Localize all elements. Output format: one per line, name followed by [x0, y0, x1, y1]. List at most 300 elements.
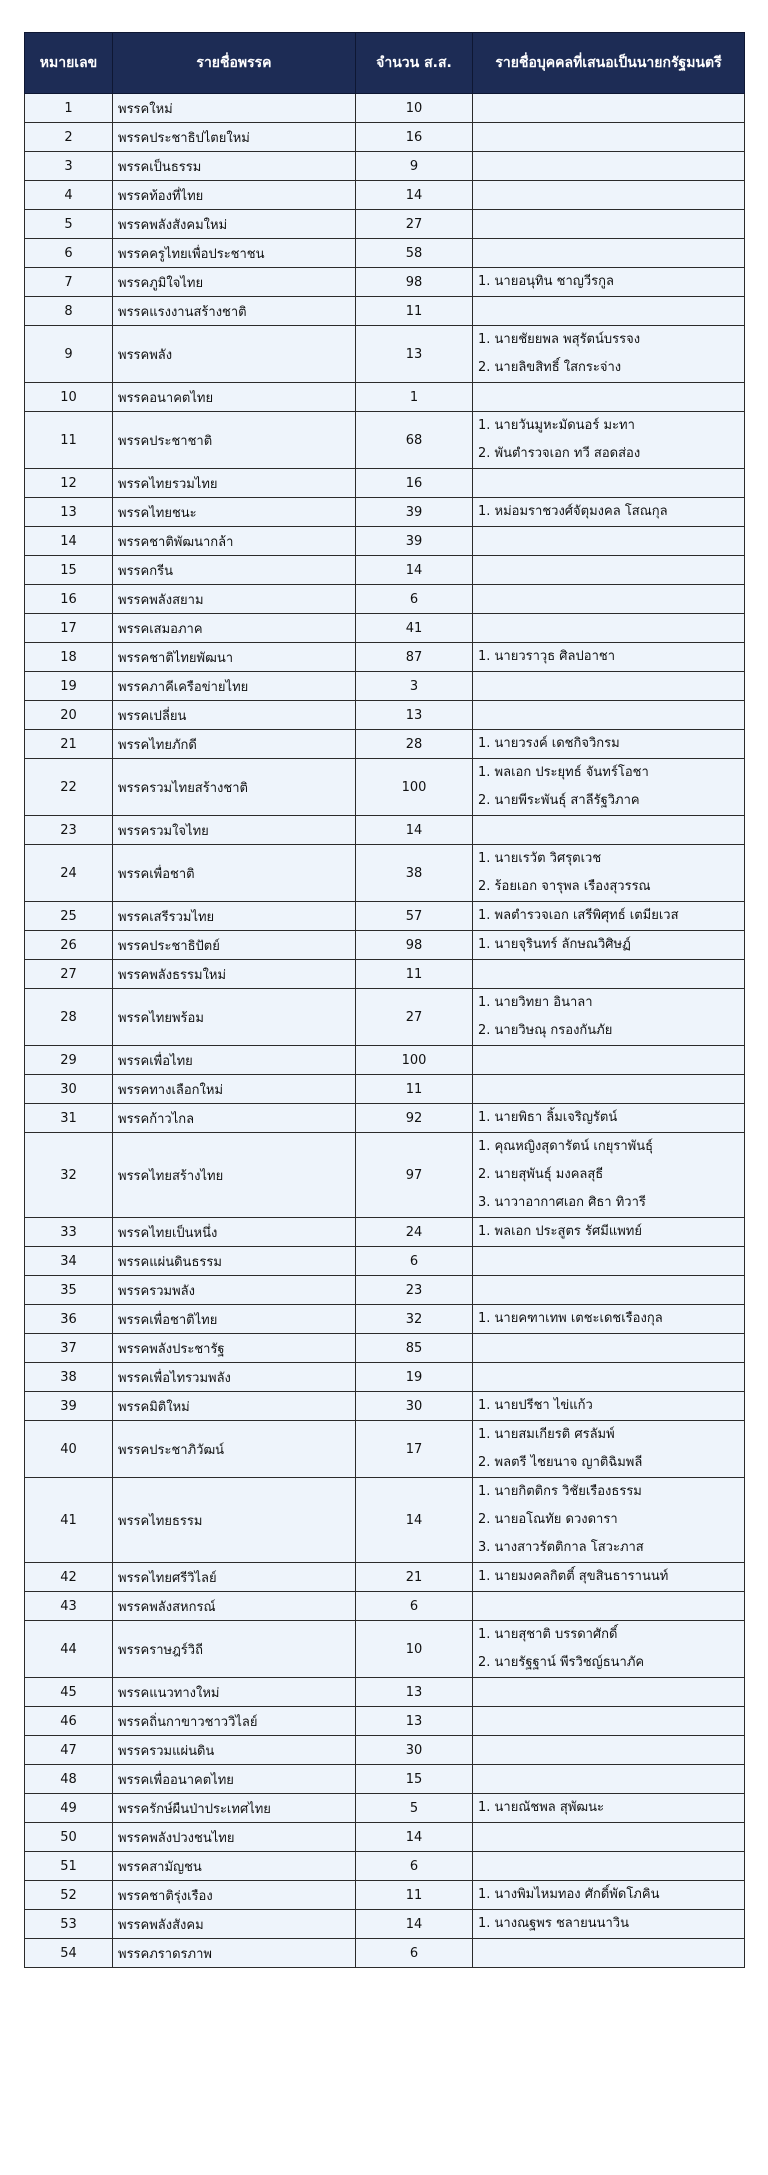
nominee-name: 1. นางพิมไหมทอง ศักดิ์พัดโภคิน	[478, 1887, 660, 1902]
table-row	[25, 1707, 745, 1736]
party-number-cell: 22	[25, 759, 113, 816]
party-name-cell: พรรครักษ์ผืนป่าประเทศไทย	[113, 1794, 356, 1823]
table-row	[25, 1910, 745, 1939]
mp-count-cell: 58	[356, 239, 473, 268]
pm-nominees-cell	[473, 1392, 745, 1421]
table-row	[25, 1075, 745, 1104]
mp-count-cell: 14	[356, 556, 473, 585]
table-row	[25, 902, 745, 931]
party-number-cell: 19	[25, 672, 113, 701]
party-name-cell: พรรคชาติพัฒนากล้า	[113, 527, 356, 556]
party-number-cell: 25	[25, 902, 113, 931]
mp-count-cell: 27	[356, 989, 473, 1046]
pm-nominees-cell	[473, 1765, 745, 1794]
party-name-cell: พรรคภราดรภาพ	[113, 1939, 356, 1968]
table-row	[25, 1765, 745, 1794]
party-name-cell: พรรคภาคีเครือข่ายไทย	[113, 672, 356, 701]
nominee-name: 1. พลตำรวจเอก เสรีพิศุทธ์ เตมียเวส	[478, 908, 679, 923]
party-name-cell: พรรคเป็นธรรม	[113, 152, 356, 181]
table-row	[25, 1881, 745, 1910]
party-name-cell: พรรคภูมิใจไทย	[113, 268, 356, 297]
table-row	[25, 239, 745, 268]
party-name-cell: พรรคมิติใหม่	[113, 1392, 356, 1421]
mp-count-cell: 11	[356, 1881, 473, 1910]
table-row	[25, 845, 745, 902]
pm-nominees-cell	[473, 1678, 745, 1707]
nominee-name: 1. นายวิทยา อินาลา	[478, 995, 593, 1010]
mp-count-cell: 100	[356, 1046, 473, 1075]
pm-nominees-cell	[473, 123, 745, 152]
party-name-cell: พรรคเพื่ออนาคตไทย	[113, 1765, 356, 1794]
mp-count-cell: 14	[356, 181, 473, 210]
pm-nominees-cell	[473, 1305, 745, 1334]
table-row	[25, 181, 745, 210]
mp-count-cell: 16	[356, 469, 473, 498]
party-number-cell: 47	[25, 1736, 113, 1765]
header-party-name: รายชื่อพรรค	[113, 33, 356, 94]
party-number-cell: 18	[25, 643, 113, 672]
pm-nominees-cell	[473, 1910, 745, 1939]
pm-nominees-cell	[473, 527, 745, 556]
party-number-cell: 29	[25, 1046, 113, 1075]
nominee-name: 1. นายจุรินทร์ ลักษณวิศิษฏ์	[478, 937, 631, 952]
mp-count-cell: 28	[356, 730, 473, 759]
table-row	[25, 1392, 745, 1421]
pm-nominees-cell	[473, 1247, 745, 1276]
mp-count-cell: 14	[356, 1823, 473, 1852]
mp-count-cell: 27	[356, 210, 473, 239]
pm-nominees-cell	[473, 210, 745, 239]
party-number-cell: 34	[25, 1247, 113, 1276]
mp-count-cell: 98	[356, 268, 473, 297]
pm-nominees-cell	[473, 94, 745, 123]
nominee-name: 3. นาวาอากาศเอก ศิธา ทิวารี	[478, 1195, 646, 1210]
table-row	[25, 1104, 745, 1133]
party-number-cell: 32	[25, 1133, 113, 1218]
table-row	[25, 1621, 745, 1678]
pm-nominees-cell	[473, 1478, 745, 1563]
mp-count-cell: 41	[356, 614, 473, 643]
party-name-cell: พรรคเพื่อชาติไทย	[113, 1305, 356, 1334]
pm-nominees-cell	[473, 585, 745, 614]
mp-count-cell: 6	[356, 1247, 473, 1276]
mp-count-cell: 24	[356, 1218, 473, 1247]
pm-nominees-cell	[473, 383, 745, 412]
party-name-cell: พรรคแผ่นดินธรรม	[113, 1247, 356, 1276]
party-number-cell: 40	[25, 1421, 113, 1478]
mp-count-cell: 6	[356, 585, 473, 614]
party-name-cell: พรรคไทยสร้างไทย	[113, 1133, 356, 1218]
table-row	[25, 989, 745, 1046]
mp-count-cell: 14	[356, 816, 473, 845]
mp-count-cell: 10	[356, 94, 473, 123]
pm-nominees-cell	[473, 469, 745, 498]
party-name-cell: พรรคพลังสังคมใหม่	[113, 210, 356, 239]
party-number-cell: 21	[25, 730, 113, 759]
table-row	[25, 1247, 745, 1276]
party-name-cell: พรรคก้าวไกล	[113, 1104, 356, 1133]
table-row	[25, 1736, 745, 1765]
table-row	[25, 297, 745, 326]
table-row	[25, 469, 745, 498]
nominee-name: 1. นายพิธา ลิ้มเจริญรัตน์	[478, 1110, 618, 1125]
table-row	[25, 1421, 745, 1478]
party-name-cell: พรรคพลังสหกรณ์	[113, 1592, 356, 1621]
pm-nominees-cell	[473, 1881, 745, 1910]
mp-count-cell: 11	[356, 960, 473, 989]
pm-nominees-cell	[473, 1218, 745, 1247]
pm-nominees-cell	[473, 1939, 745, 1968]
party-name-cell: พรรคเสมอภาค	[113, 614, 356, 643]
mp-count-cell: 15	[356, 1765, 473, 1794]
party-number-cell: 27	[25, 960, 113, 989]
pm-nominees-cell	[473, 643, 745, 672]
pm-nominees-cell	[473, 989, 745, 1046]
pm-nominees-cell	[473, 1852, 745, 1881]
nominee-name: 1. นายสุชาติ บรรดาศักดิ์	[478, 1627, 618, 1642]
table-row	[25, 1592, 745, 1621]
pm-nominees-cell	[473, 701, 745, 730]
party-name-cell: พรรคไทยชนะ	[113, 498, 356, 527]
party-name-cell: พรรคสามัญชน	[113, 1852, 356, 1881]
party-name-cell: พรรคใหม่	[113, 94, 356, 123]
party-name-cell: พรรคพลังประชารัฐ	[113, 1334, 356, 1363]
table-row	[25, 730, 745, 759]
party-name-cell: พรรคไทยเป็นหนึ่ง	[113, 1218, 356, 1247]
table-row	[25, 614, 745, 643]
nominee-name: 1. นายมงคลกิตติ์ สุขสินธารานนท์	[478, 1569, 669, 1584]
party-nominee-table	[24, 32, 745, 1968]
table-row	[25, 123, 745, 152]
nominee-name: 2. นายพีระพันธุ์ สาลีรัฐวิภาค	[478, 793, 640, 808]
party-number-cell: 54	[25, 1939, 113, 1968]
party-name-cell: พรรครวมไทยสร้างชาติ	[113, 759, 356, 816]
nominee-name: 1. นายวรงค์ เดชกิจวิกรม	[478, 736, 620, 751]
party-name-cell: พรรคท้องที่ไทย	[113, 181, 356, 210]
mp-count-cell: 13	[356, 326, 473, 383]
party-number-cell: 52	[25, 1881, 113, 1910]
party-name-cell: พรรคประชาภิวัฒน์	[113, 1421, 356, 1478]
mp-count-cell: 68	[356, 412, 473, 469]
party-number-cell: 48	[25, 1765, 113, 1794]
nominee-name: 1. นายอนุทิน ชาญวีรกูล	[478, 274, 614, 289]
pm-nominees-cell	[473, 1592, 745, 1621]
mp-count-cell: 10	[356, 1621, 473, 1678]
nominee-name: 1. นายกิตติกร วิชัยเรืองธรรม	[478, 1484, 642, 1499]
party-name-cell: พรรคไทยพร้อม	[113, 989, 356, 1046]
pm-nominees-cell	[473, 960, 745, 989]
mp-count-cell: 38	[356, 845, 473, 902]
party-number-cell: 9	[25, 326, 113, 383]
mp-count-cell: 32	[356, 1305, 473, 1334]
party-name-cell: พรรคครูไทยเพื่อประชาชน	[113, 239, 356, 268]
table-row	[25, 383, 745, 412]
mp-count-cell: 5	[356, 1794, 473, 1823]
party-name-cell: พรรคชาติรุ่งเรือง	[113, 1881, 356, 1910]
nominee-name: 1. คุณหญิงสุดารัตน์ เกยุราพันธุ์	[478, 1139, 654, 1154]
mp-count-cell: 6	[356, 1592, 473, 1621]
header-mp-count: จำนวน ส.ส.	[356, 33, 473, 94]
party-name-cell: พรรคไทยธรรม	[113, 1478, 356, 1563]
table-row	[25, 816, 745, 845]
party-number-cell: 26	[25, 931, 113, 960]
table-body	[25, 94, 745, 1968]
nominee-name: 1. นายเรวัต วิศรุตเวช	[478, 851, 602, 866]
table-row	[25, 326, 745, 383]
table-row	[25, 1678, 745, 1707]
pm-nominees-cell	[473, 759, 745, 816]
mp-count-cell: 87	[356, 643, 473, 672]
pm-nominees-cell	[473, 498, 745, 527]
table-row	[25, 268, 745, 297]
party-number-cell: 24	[25, 845, 113, 902]
party-name-cell: พรรคเพื่อไทรวมพลัง	[113, 1363, 356, 1392]
party-name-cell: พรรคพลังปวงชนไทย	[113, 1823, 356, 1852]
party-number-cell: 3	[25, 152, 113, 181]
party-name-cell: พรรคแรงงานสร้างชาติ	[113, 297, 356, 326]
party-number-cell: 15	[25, 556, 113, 585]
party-name-cell: พรรคเพื่อชาติ	[113, 845, 356, 902]
party-number-cell: 37	[25, 1334, 113, 1363]
pm-nominees-cell	[473, 412, 745, 469]
table-row	[25, 1334, 745, 1363]
party-number-cell: 20	[25, 701, 113, 730]
mp-count-cell: 16	[356, 123, 473, 152]
table-row	[25, 556, 745, 585]
nominee-name: 1. พลเอก ประยุทธ์ จันทร์โอชา	[478, 765, 649, 780]
table-row	[25, 210, 745, 239]
party-number-cell: 1	[25, 94, 113, 123]
mp-count-cell: 13	[356, 1707, 473, 1736]
pm-nominees-cell	[473, 1421, 745, 1478]
table-row	[25, 1939, 745, 1968]
mp-count-cell: 98	[356, 931, 473, 960]
mp-count-cell: 30	[356, 1736, 473, 1765]
party-name-cell: พรรคชาติไทยพัฒนา	[113, 643, 356, 672]
nominee-name: 1. นายคฑาเทพ เตชะเดชเรืองกุล	[478, 1311, 663, 1326]
mp-count-cell: 21	[356, 1563, 473, 1592]
mp-count-cell: 39	[356, 527, 473, 556]
party-name-cell: พรรคพลังสังคม	[113, 1910, 356, 1939]
nominee-name: 1. นายชัยยพล พสุรัตน์บรรจง	[478, 332, 641, 347]
table-row	[25, 1563, 745, 1592]
party-number-cell: 35	[25, 1276, 113, 1305]
party-number-cell: 8	[25, 297, 113, 326]
pm-nominees-cell	[473, 297, 745, 326]
pm-nominees-cell	[473, 1104, 745, 1133]
mp-count-cell: 6	[356, 1852, 473, 1881]
table-row	[25, 1478, 745, 1563]
table-row	[25, 412, 745, 469]
party-name-cell: พรรครวมแผ่นดิน	[113, 1736, 356, 1765]
party-number-cell: 28	[25, 989, 113, 1046]
party-number-cell: 39	[25, 1392, 113, 1421]
table-row	[25, 527, 745, 556]
party-number-cell: 17	[25, 614, 113, 643]
table-row	[25, 643, 745, 672]
party-name-cell: พรรคราษฎร์วิถี	[113, 1621, 356, 1678]
table-row	[25, 94, 745, 123]
header-number: หมายเลข	[25, 33, 113, 94]
nominee-name: 2. นายรัฐฐาน์ พีรวิชญ์ธนาภัค	[478, 1655, 645, 1670]
party-name-cell: พรรคประชาชาติ	[113, 412, 356, 469]
mp-count-cell: 23	[356, 1276, 473, 1305]
table-row	[25, 1305, 745, 1334]
pm-nominees-cell	[473, 1276, 745, 1305]
pm-nominees-cell	[473, 672, 745, 701]
nominee-name: 1. พลเอก ประสูตร รัศมีแพทย์	[478, 1224, 642, 1239]
party-number-cell: 51	[25, 1852, 113, 1881]
mp-count-cell: 19	[356, 1363, 473, 1392]
table-header	[25, 33, 745, 94]
party-name-cell: พรรคแนวทางใหม่	[113, 1678, 356, 1707]
table-row	[25, 1218, 745, 1247]
party-number-cell: 12	[25, 469, 113, 498]
party-name-cell: พรรคเพื่อไทย	[113, 1046, 356, 1075]
party-name-cell: พรรคพลังสยาม	[113, 585, 356, 614]
table-row	[25, 960, 745, 989]
mp-count-cell: 92	[356, 1104, 473, 1133]
pm-nominees-cell	[473, 845, 745, 902]
party-name-cell: พรรครวมพลัง	[113, 1276, 356, 1305]
mp-count-cell: 1	[356, 383, 473, 412]
pm-nominees-cell	[473, 1794, 745, 1823]
mp-count-cell: 3	[356, 672, 473, 701]
pm-nominees-cell	[473, 1823, 745, 1852]
mp-count-cell: 13	[356, 1678, 473, 1707]
party-name-cell: พรรคพลังธรรมใหม่	[113, 960, 356, 989]
party-name-cell: พรรคกรีน	[113, 556, 356, 585]
pm-nominees-cell	[473, 152, 745, 181]
mp-count-cell: 6	[356, 1939, 473, 1968]
pm-nominees-cell	[473, 730, 745, 759]
party-name-cell: พรรครวมใจไทย	[113, 816, 356, 845]
header-row	[25, 33, 745, 94]
party-number-cell: 23	[25, 816, 113, 845]
nominee-name: 1. นายณัชพล สุพัฒนะ	[478, 1800, 605, 1815]
table-row	[25, 152, 745, 181]
nominee-name: 1. นายสมเกียรติ ศรลัมพ์	[478, 1427, 615, 1442]
pm-nominees-cell	[473, 181, 745, 210]
table-row	[25, 1276, 745, 1305]
header-pm-nominees: รายชื่อบุคคลที่เสนอเป็นนายกรัฐมนตรี	[473, 33, 745, 94]
table-row	[25, 1363, 745, 1392]
party-number-cell: 33	[25, 1218, 113, 1247]
nominee-name: 2. พลตรี ไชยนาจ ญาติฉิมพลี	[478, 1455, 643, 1470]
party-number-cell: 46	[25, 1707, 113, 1736]
nominee-name: 3. นางสาวรัตติกาล โสวะภาส	[478, 1540, 644, 1555]
party-number-cell: 44	[25, 1621, 113, 1678]
party-number-cell: 7	[25, 268, 113, 297]
nominee-name: 1. นายปรีชา ไข่แก้ว	[478, 1398, 593, 1413]
party-name-cell: พรรคประชาธิปไตยใหม่	[113, 123, 356, 152]
nominee-name: 1. นายวันมูหะมัดนอร์ มะทา	[478, 418, 635, 433]
table-row	[25, 1046, 745, 1075]
pm-nominees-cell	[473, 239, 745, 268]
party-number-cell: 14	[25, 527, 113, 556]
party-number-cell: 13	[25, 498, 113, 527]
party-number-cell: 4	[25, 181, 113, 210]
table-row	[25, 672, 745, 701]
party-name-cell: พรรคพลัง	[113, 326, 356, 383]
pm-nominees-cell	[473, 931, 745, 960]
party-name-cell: พรรคไทยศรีวิไลย์	[113, 1563, 356, 1592]
pm-nominees-cell	[473, 1563, 745, 1592]
table-row	[25, 1133, 745, 1218]
nominee-name: 2. พันตำรวจเอก ทวี สอดส่อง	[478, 446, 641, 461]
mp-count-cell: 17	[356, 1421, 473, 1478]
party-number-cell: 6	[25, 239, 113, 268]
party-number-cell: 16	[25, 585, 113, 614]
nominee-name: 2. นายสุพันธุ์ มงคลสุธี	[478, 1167, 604, 1182]
party-name-cell: พรรคเปลี่ยน	[113, 701, 356, 730]
party-number-cell: 31	[25, 1104, 113, 1133]
pm-nominees-cell	[473, 1046, 745, 1075]
party-name-cell: พรรคไทยรวมไทย	[113, 469, 356, 498]
mp-count-cell: 30	[356, 1392, 473, 1421]
mp-count-cell: 14	[356, 1478, 473, 1563]
party-number-cell: 38	[25, 1363, 113, 1392]
pm-nominees-cell	[473, 1621, 745, 1678]
party-number-cell: 5	[25, 210, 113, 239]
party-number-cell: 45	[25, 1678, 113, 1707]
party-number-cell: 50	[25, 1823, 113, 1852]
pm-nominees-cell	[473, 1363, 745, 1392]
pm-nominees-cell	[473, 1075, 745, 1104]
nominee-name: 1. หม่อมราชวงศ์จัตุมงคล โสณกุล	[478, 504, 668, 519]
party-name-cell: พรรคทางเลือกใหม่	[113, 1075, 356, 1104]
pm-nominees-cell	[473, 902, 745, 931]
party-name-cell: พรรคถิ่นกาขาวชาววิไลย์	[113, 1707, 356, 1736]
table-row	[25, 498, 745, 527]
party-number-cell: 42	[25, 1563, 113, 1592]
party-name-cell: พรรคไทยภักดี	[113, 730, 356, 759]
party-number-cell: 36	[25, 1305, 113, 1334]
nominee-name: 2. ร้อยเอก จารุพล เรืองสุวรรณ	[478, 879, 651, 894]
table-row	[25, 1823, 745, 1852]
pm-nominees-cell	[473, 614, 745, 643]
mp-count-cell: 11	[356, 297, 473, 326]
mp-count-cell: 100	[356, 759, 473, 816]
pm-nominees-cell	[473, 816, 745, 845]
pm-nominees-cell	[473, 1707, 745, 1736]
pm-nominees-cell	[473, 1736, 745, 1765]
table-row	[25, 931, 745, 960]
table-row	[25, 759, 745, 816]
mp-count-cell: 11	[356, 1075, 473, 1104]
nominee-name: 1. นางณฐพร ชลายนนาวิน	[478, 1916, 629, 1931]
party-table-container	[24, 32, 744, 1968]
party-number-cell: 41	[25, 1478, 113, 1563]
table-row	[25, 701, 745, 730]
mp-count-cell: 85	[356, 1334, 473, 1363]
party-number-cell: 11	[25, 412, 113, 469]
mp-count-cell: 13	[356, 701, 473, 730]
mp-count-cell: 57	[356, 902, 473, 931]
pm-nominees-cell	[473, 326, 745, 383]
table-row	[25, 585, 745, 614]
mp-count-cell: 14	[356, 1910, 473, 1939]
table-row	[25, 1794, 745, 1823]
party-name-cell: พรรคเสรีรวมไทย	[113, 902, 356, 931]
party-name-cell: พรรคอนาคตไทย	[113, 383, 356, 412]
pm-nominees-cell	[473, 556, 745, 585]
pm-nominees-cell	[473, 1334, 745, 1363]
party-number-cell: 43	[25, 1592, 113, 1621]
party-name-cell: พรรคประชาธิปัตย์	[113, 931, 356, 960]
pm-nominees-cell	[473, 268, 745, 297]
party-number-cell: 53	[25, 1910, 113, 1939]
